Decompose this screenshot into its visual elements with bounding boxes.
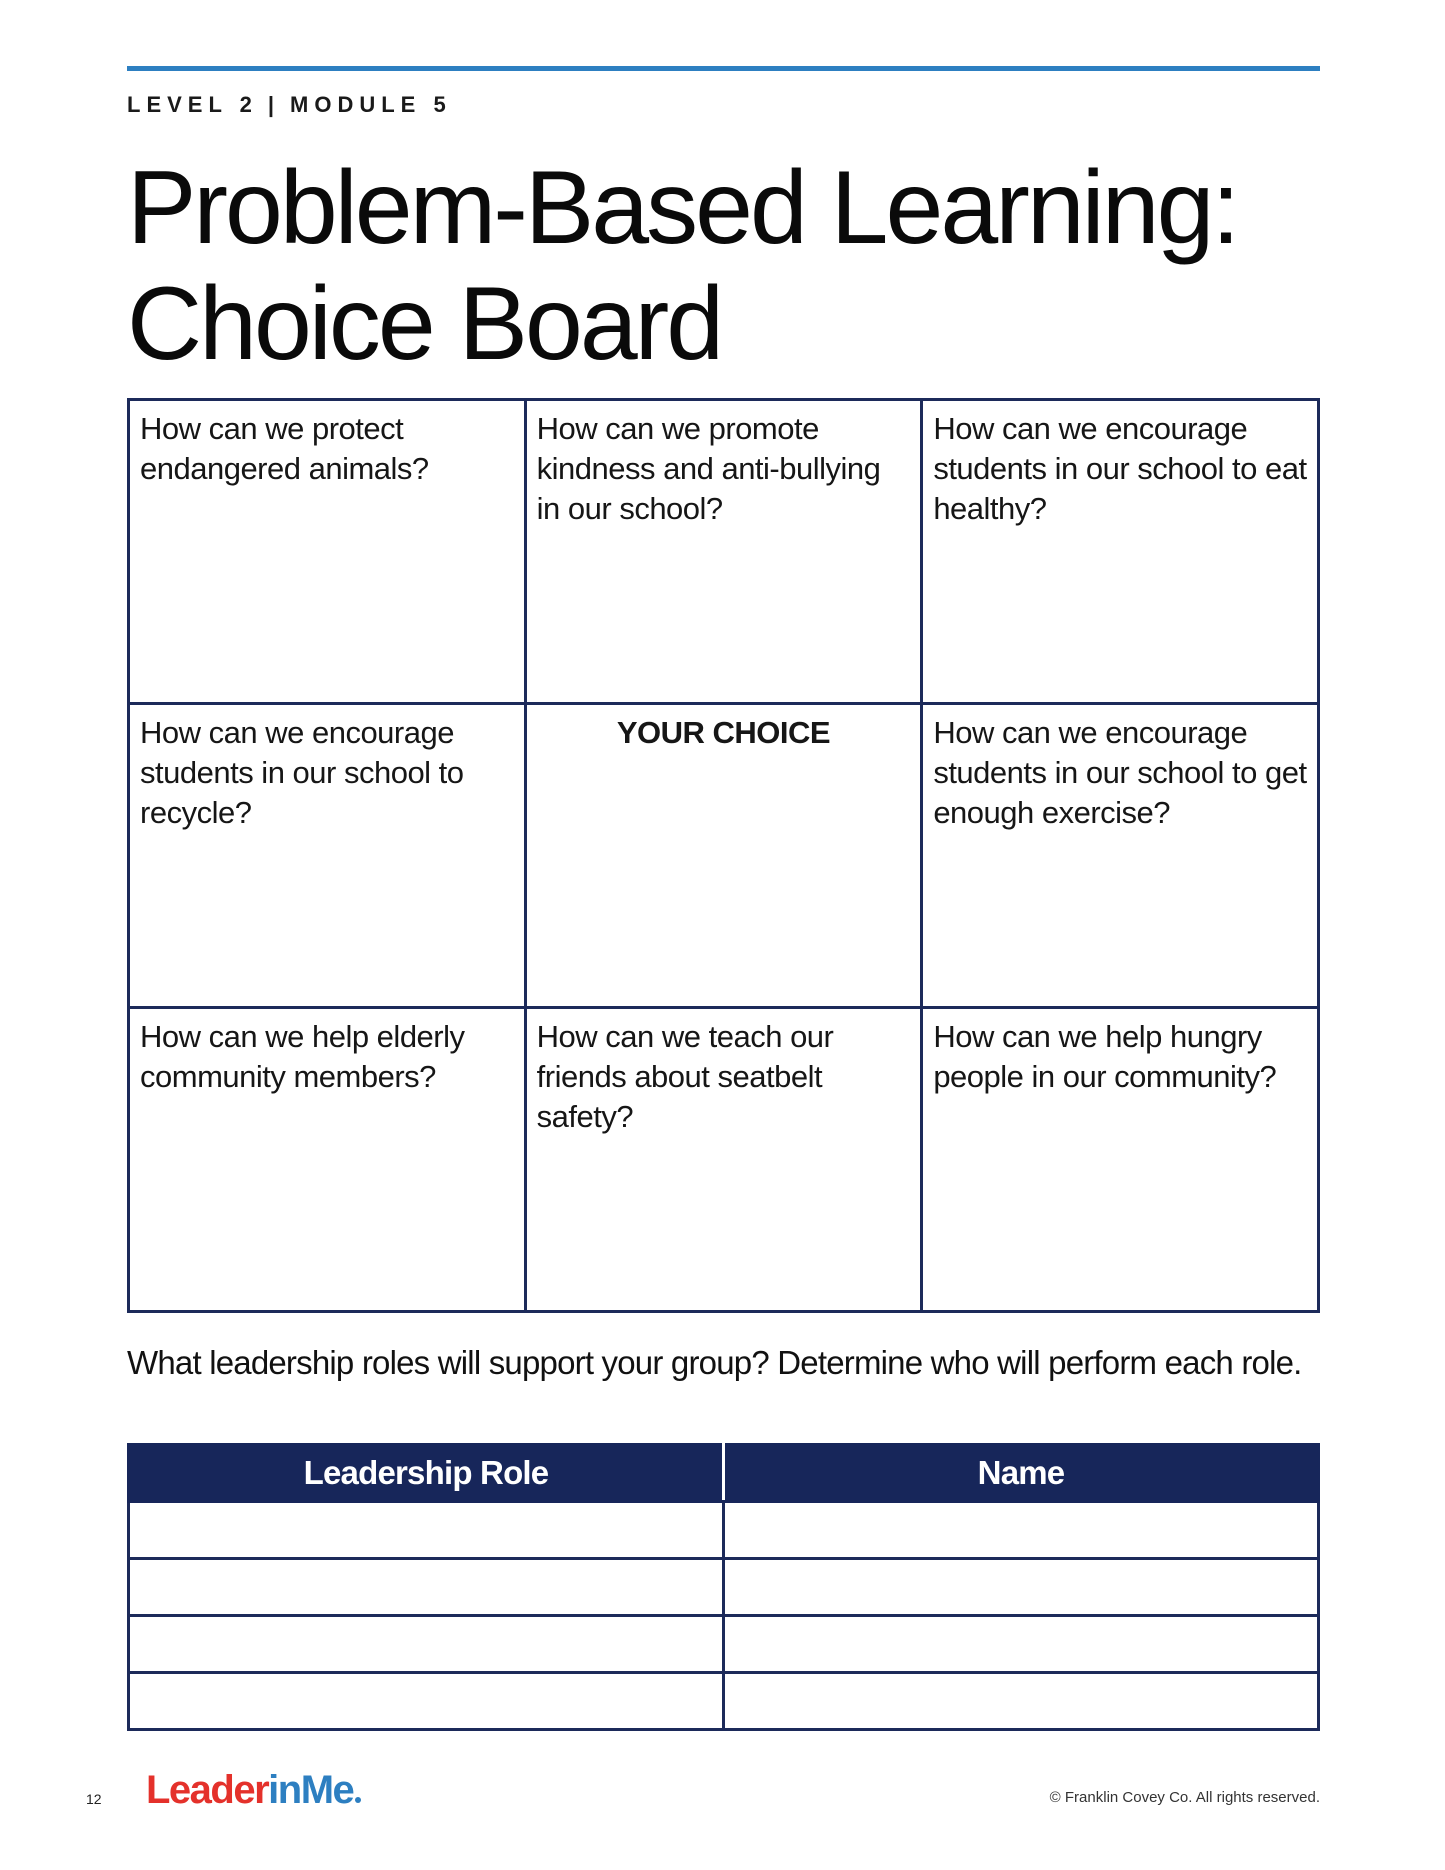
table-header-row <box>129 1445 1319 1502</box>
level-label: LEVEL 2 <box>127 92 258 117</box>
choice-cell[interactable]: How can we encourage students in our school to recycle? <box>129 704 526 1008</box>
choice-board-row <box>129 704 1319 1008</box>
table-row <box>129 1673 1319 1730</box>
logo-text-in: in <box>268 1768 301 1812</box>
choice-cell[interactable]: How can we help elderly community members? <box>129 1008 526 1312</box>
name-field[interactable] <box>724 1673 1319 1730</box>
table-row <box>129 1616 1319 1673</box>
column-header-leadership-role: Leadership Role <box>129 1445 724 1502</box>
name-field[interactable] <box>724 1616 1319 1673</box>
choice-cell[interactable]: How can we promote kindness and anti-bullying in our school? <box>525 400 922 704</box>
page-title <box>127 150 1320 382</box>
page-title-line-2: Choice Board <box>127 266 722 382</box>
leadership-prompt: What leadership roles will support your group? Determine who will perform each role. <box>127 1344 1302 1381</box>
choice-cell[interactable]: How can we encourage students in our school to get enough exercise? <box>922 704 1319 1008</box>
column-header-name: Name <box>724 1445 1319 1502</box>
page-number: 12 <box>86 1791 102 1807</box>
logo-text-me: Me <box>300 1768 354 1812</box>
table-row <box>129 1559 1319 1616</box>
name-field[interactable] <box>724 1502 1319 1559</box>
choice-board <box>127 398 1320 1313</box>
table-row <box>129 1502 1319 1559</box>
name-field[interactable] <box>724 1559 1319 1616</box>
choice-cell[interactable]: How can we help hungry people in our community? <box>922 1008 1319 1312</box>
leadership-roles-table <box>127 1443 1320 1731</box>
your-choice-cell[interactable]: YOUR CHOICE <box>525 704 922 1008</box>
logo-text-leader: Leader <box>146 1768 269 1812</box>
eyebrow-separator: | <box>267 92 281 117</box>
level-module-label <box>127 92 452 118</box>
choice-cell[interactable]: How can we protect endangered animals? <box>129 400 526 704</box>
leadership-role-field[interactable] <box>129 1559 724 1616</box>
choice-board-row <box>129 400 1319 704</box>
choice-cell[interactable]: How can we teach our friends about seatbelt safety? <box>525 1008 922 1312</box>
choice-cell[interactable]: How can we encourage students in our school to eat healthy? <box>922 400 1319 704</box>
module-label: MODULE 5 <box>290 92 452 117</box>
copyright-notice: © Franklin Covey Co. All rights reserved. <box>1049 1789 1320 1806</box>
leadership-role-field[interactable] <box>129 1502 724 1559</box>
leadership-role-field[interactable] <box>129 1673 724 1730</box>
leader-in-me-logo <box>146 1768 361 1813</box>
page-title-line-1: Problem-Based Learning: <box>127 150 1238 266</box>
logo-dot-icon <box>355 1797 361 1803</box>
top-accent-rule <box>127 66 1320 71</box>
choice-board-row <box>129 1008 1319 1312</box>
leadership-role-field[interactable] <box>129 1616 724 1673</box>
